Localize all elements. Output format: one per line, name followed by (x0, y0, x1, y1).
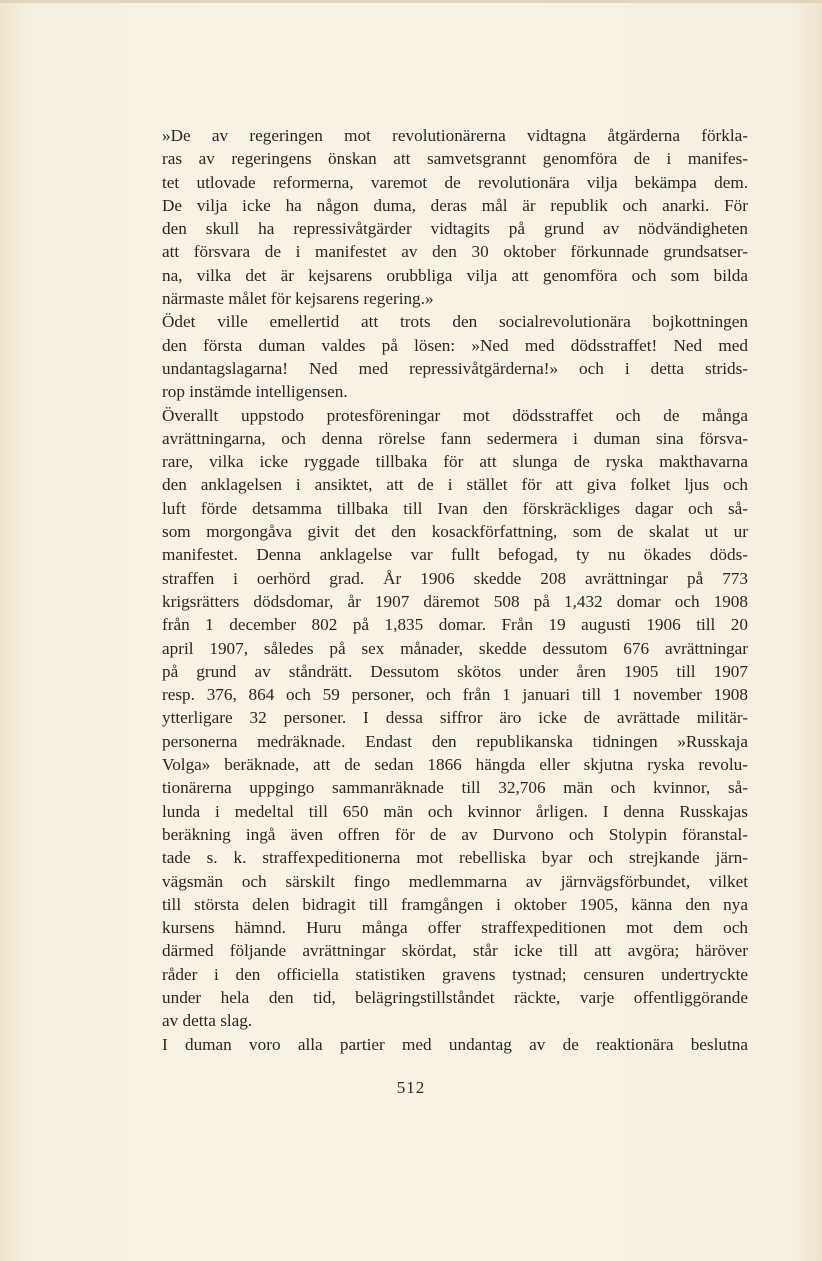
text-line: tet utlovade reformerna, varemot de revolutionära vilja bekämpa dem. (162, 172, 748, 192)
page-edge (0, 0, 822, 3)
text-line: närmaste målet för kejsarens regering.» (162, 289, 434, 309)
text-line: därmed följande avrättningar skördat, står icke till att avgöra; häröver (162, 941, 748, 961)
text-line: krigsrätters dödsdomar, år 1907 däremot 508 på 1,432 domar och 1908 (162, 591, 748, 611)
text-line: av detta slag. (162, 1011, 253, 1031)
text-line: Volga» beräknade, att de sedan 1866 hängda eller skjutna ryska revolu- (162, 755, 748, 775)
text-line: undantagslagarna! Ned med repressivåtgärderna!» och i detta strids- (162, 358, 748, 378)
text-line: beräkning ingå även offren för de av Durvono och Stolypin föranstal- (162, 824, 748, 844)
text-line: lunda i medeltal till 650 män och kvinnor årligen. I denna Russkajas (162, 801, 748, 821)
text-line: Ödet ville emellertid att trots den socialrevolutionära bojkottningen (162, 312, 748, 332)
text-line: att försvara de i manifestet av den 30 oktober förkunnade grundsatser- (162, 242, 748, 262)
text-line: råder i den officiella statistiken gravens tystnad; censuren undertryckte (162, 964, 748, 984)
body-text (162, 124, 748, 1056)
text-line: vägsmän och särskilt fingo medlemmarna av järnvägsförbundet, vilket (162, 871, 748, 891)
text-line: ytterligare 32 personer. I dessa siffror äro icke de avrättade militär- (162, 708, 748, 728)
text-line: april 1907, således på sex månader, skedde dessutom 676 avrättningar (162, 638, 748, 658)
text-line: den första duman valdes på lösen: »Ned med dödsstraffet! Ned med (162, 335, 748, 355)
text-line: avrättningarna, och denna rörelse fann sedermera i duman sina försva- (162, 428, 748, 448)
text-line: »De av regeringen mot revolutionärerna vidtagna åtgärderna förkla- (162, 126, 748, 145)
text-line: rare, vilka icke ryggade tillbaka för att slunga de ryska makthavarna (162, 452, 748, 472)
text-line: De vilja icke ha någon duma, deras mål är republik och anarki. För (162, 195, 748, 215)
text-line: den anklagelsen i ansiktet, att de i stället för att giva folket ljus och (162, 475, 748, 495)
text-line: tade s. k. straffexpeditionerna mot rebelliska byar och strejkande järn- (162, 848, 748, 868)
text-line: Överallt uppstodo protesföreningar mot dödsstraffet och de många (162, 405, 748, 425)
text-line: på grund av ståndrätt. Dessutom skötos under åren 1905 till 1907 (162, 661, 748, 681)
text-line: tionärerna uppgingo sammanräknade till 32,706 män och kvinnor, så- (162, 778, 748, 798)
page-number: 512 (396, 1078, 426, 1097)
text-line: som morgongåva givit det den kosackförfattning, som de skalat ut ur (162, 522, 748, 542)
text-line: resp. 376, 864 och 59 personer, och från 1 januari till 1 november 1908 (162, 685, 748, 705)
text-line: under hela den tid, belägringstillståndet räckte, varje offentliggörande (162, 987, 748, 1007)
text-line: I duman voro alla partier med undantag av de reaktionära beslutna (162, 1034, 748, 1054)
text-line: personerna medräknade. Endast den republikanska tidningen »Russkaja (162, 731, 748, 751)
text-line: kursens hämnd. Huru många offer straffexpeditionen mot dem och (162, 918, 748, 938)
text-line: den skull ha repressivåtgärder vidtagits på grund av nödvändigheten (162, 219, 748, 239)
text-line: manifestet. Denna anklagelse var fullt befogad, ty nu ökades döds- (162, 545, 748, 565)
text-line: ras av regeringens önskan att samvetsgrannt genomföra de i manifes- (162, 149, 748, 169)
text-line: från 1 december 802 på 1,835 domar. Från 19 augusti 1906 till 20 (162, 615, 748, 635)
text-line: luft förde detsamma tillbaka till Ivan den förskräckliges dagar och så- (162, 498, 748, 518)
text-line: till största delen bidragit till framgången i oktober 1905, känna den nya (162, 894, 748, 914)
text-line: straffen i oerhörd grad. År 1906 skedde 208 avrättningar på 773 (162, 568, 748, 588)
text-line: rop instämde intelligensen. (162, 382, 348, 402)
text-line: na, vilka det är kejsarens orubbliga vilja att genomföra och som bilda (162, 265, 748, 285)
